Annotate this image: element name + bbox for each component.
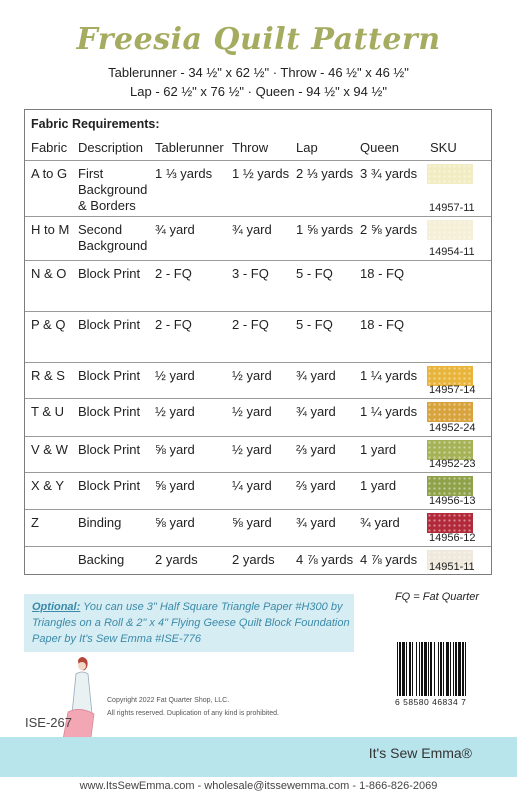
barcode-bar [397, 642, 398, 696]
cell-tablerunner: ½ yard [155, 368, 195, 383]
fabric-swatch [427, 220, 473, 240]
cell-description: Block Print [78, 266, 141, 281]
cell-throw: ½ yard [232, 442, 272, 457]
barcode-bar [465, 642, 466, 696]
header-queen: Queen [360, 140, 400, 155]
brand-name: It's Sew Emma® [368, 745, 472, 761]
row-divider [25, 362, 491, 363]
cell-throw: 1 ½ yards [232, 166, 290, 181]
header-sku: SKU [430, 140, 457, 155]
barcode-bar [458, 642, 461, 696]
cell-sku: 14956-13 [429, 495, 476, 507]
cell-queen: 1 ¼ yards [360, 404, 418, 419]
barcode-bar [409, 642, 411, 696]
cell-description: Block Print [78, 404, 141, 419]
cell-lap: ¾ yard [296, 515, 336, 530]
optional-note [32, 599, 350, 647]
barcode-bar [443, 642, 444, 696]
barcode-digits: 6 58580 46834 7 [395, 697, 467, 707]
cell-lap: ¾ yard [296, 404, 336, 419]
cell-description: Block Print [78, 478, 141, 493]
cell-tablerunner: ½ yard [155, 404, 195, 419]
row-divider [25, 260, 491, 261]
row-divider [25, 472, 491, 473]
cell-queen: 4 ⅞ yards [360, 552, 418, 567]
cell-lap: ⅔ yard [296, 478, 336, 493]
cell-tablerunner: ⅝ yard [155, 442, 195, 457]
fabric-swatch [427, 476, 473, 496]
barcode-bar [399, 642, 401, 696]
cell-description: Second [78, 222, 123, 237]
cell-tablerunner: 1 ⅓ yards [155, 166, 213, 181]
cell-tablerunner: ⅝ yard [155, 478, 195, 493]
cell-tablerunner: 2 yards [155, 552, 198, 567]
cell-queen: 1 yard [360, 478, 397, 493]
header-throw: Throw [232, 140, 269, 155]
copyright [107, 694, 279, 720]
cell-fabric: T & U [31, 404, 64, 419]
cell-description: Binding [78, 515, 122, 530]
row-divider [25, 311, 491, 312]
barcode-bar [424, 642, 427, 696]
fabric-swatch [427, 402, 473, 422]
row-divider [25, 216, 491, 217]
barcode-bar [421, 642, 423, 696]
cell-fabric: X & Y [31, 478, 65, 493]
barcode-bar [406, 642, 407, 696]
barcode-bar [430, 642, 432, 696]
cell-lap: 5 - FQ [296, 266, 333, 281]
barcode-bar [419, 642, 420, 696]
cell-lap: 4 ⅞ yards [296, 552, 354, 567]
cell-description: Background [78, 182, 148, 197]
barcode-bar [412, 642, 413, 696]
cell-fabric: H to M [31, 222, 70, 237]
cell-sku: 14952-23 [429, 458, 476, 470]
fabric-swatch [427, 513, 473, 533]
fabric-swatch [427, 164, 473, 184]
fabric-swatch [427, 366, 473, 386]
barcode-bar [440, 642, 442, 696]
barcode-bar [450, 642, 451, 696]
row-divider [25, 160, 491, 161]
cell-queen: 1 ¼ yards [360, 368, 418, 383]
cell-sku: 14952-24 [429, 422, 476, 434]
cell-lap: ¾ yard [296, 368, 336, 383]
cell-description: Backing [78, 552, 125, 567]
sizes-line-1: Tablerunner - 34 ½" x 62 ½" · Throw - 46 ½" x 46 ½" [108, 65, 409, 80]
barcode-bar [428, 642, 429, 696]
cell-fabric: P & Q [31, 317, 66, 332]
cell-throw: ⅝ yard [232, 515, 272, 530]
cell-queen: 1 yard [360, 442, 397, 457]
cell-queen: 18 - FQ [360, 317, 405, 332]
barcode-bar [438, 642, 439, 696]
fabric-swatch [427, 440, 473, 460]
cell-sku: 14957-14 [429, 384, 476, 396]
cell-fabric: R & S [31, 368, 65, 383]
barcode-bar [402, 642, 405, 696]
cell-sku: 14956-12 [429, 532, 476, 544]
row-divider [25, 546, 491, 547]
cell-description: Block Print [78, 442, 141, 457]
sizes-line-2: Lap - 62 ½" x 76 ½" · Queen - 94 ½" x 94 ½" [130, 84, 387, 99]
cell-lap: ⅔ yard [296, 442, 336, 457]
cell-fabric: V & W [31, 442, 68, 457]
row-divider [25, 436, 491, 437]
cell-lap: 1 ⅝ yards [296, 222, 354, 237]
row-divider [25, 509, 491, 510]
cell-sku: 14951-11 [429, 561, 475, 573]
cell-description: First [78, 166, 104, 181]
cell-throw: 2 - FQ [232, 317, 269, 332]
page-title: Freesia Quilt Pattern [76, 22, 441, 57]
header-lap: Lap [296, 140, 318, 155]
cell-sku: 14954-11 [429, 246, 475, 258]
cell-throw: ¼ yard [232, 478, 272, 493]
cell-throw: 3 - FQ [232, 266, 269, 281]
cell-lap: 5 - FQ [296, 317, 333, 332]
footer-contact: www.ItsSewEmma.com - wholesale@itssewemma.com - 1-866-826-2069 [79, 780, 438, 792]
cell-throw: ½ yard [232, 368, 272, 383]
barcode-bar [462, 642, 464, 696]
cell-fabric: N & O [31, 266, 67, 281]
cell-tablerunner: 2 - FQ [155, 317, 192, 332]
barcode-bar [455, 642, 457, 696]
barcode-bar [416, 642, 417, 696]
cell-tablerunner: ¾ yard [155, 222, 195, 237]
cell-tablerunner: ⅝ yard [155, 515, 195, 530]
barcode-bar [434, 642, 435, 696]
cell-lap: 2 ⅓ yards [296, 166, 354, 181]
cell-queen: 3 ¾ yards [360, 166, 418, 181]
header-description: Description [78, 140, 144, 155]
cell-queen: 18 - FQ [360, 266, 405, 281]
cell-tablerunner: 2 - FQ [155, 266, 192, 281]
pattern-code: ISE-267 [25, 715, 72, 730]
fq-note: FQ = Fat Quarter [394, 591, 479, 603]
cell-throw: ¾ yard [232, 222, 272, 237]
copyright-line-2: All rights reserved. Duplication of any kind is prohibited. [107, 710, 279, 717]
cell-description: Block Print [78, 368, 141, 383]
copyright-line-1: Copyright 2022 Fat Quarter Shop, LLC. [107, 697, 230, 704]
cell-description: Block Print [78, 317, 141, 332]
cell-queen: ¾ yard [360, 515, 400, 530]
cell-throw: ½ yard [232, 404, 272, 419]
barcode-icon [395, 642, 495, 696]
cell-queen: 2 ⅝ yards [360, 222, 418, 237]
cell-description: & Borders [78, 198, 136, 213]
cell-fabric: A to G [31, 166, 68, 181]
cell-throw: 2 yards [232, 552, 275, 567]
optional-text: You can use 3" Half Square Triangle Paper #H300 by Triangles on a Roll & 2" x 4" Flying Geese Quilt Block Foundation Paper by It's Sew Emma #ISE-776 [32, 601, 350, 645]
barcode-bar [446, 642, 449, 696]
barcode-bar [453, 642, 454, 696]
cell-description: Background [78, 238, 148, 253]
cell-fabric: Z [31, 515, 39, 530]
optional-label: Optional: [32, 601, 81, 613]
table-title: Fabric Requirements: [31, 117, 160, 131]
row-divider [25, 398, 491, 399]
cell-sku: 14957-11 [429, 202, 475, 214]
header-tablerunner: Tablerunner [155, 140, 224, 155]
header-fabric: Fabric [31, 140, 68, 155]
